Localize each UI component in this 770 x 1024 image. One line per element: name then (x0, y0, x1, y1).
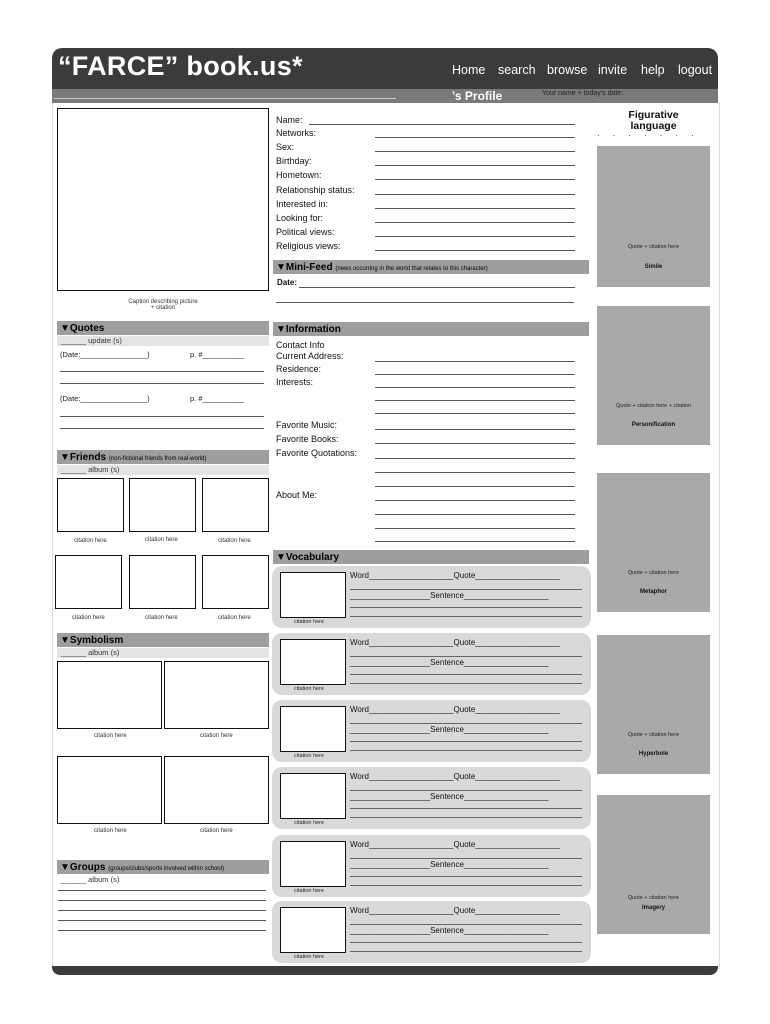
friend-citation: citation here (145, 615, 178, 621)
name-date-label: Your name + today’s date: (542, 90, 624, 97)
vocabulary-picture[interactable] (280, 639, 346, 685)
minifeed-note: (news occurring in the world that relates to this character) (335, 266, 488, 272)
basic-field-label: Interested in: (276, 199, 329, 209)
friend-photo[interactable] (202, 478, 269, 532)
friend-photo[interactable] (55, 555, 122, 609)
quote-date-1: (Date:________________) (60, 350, 150, 359)
friend-citation: citation here (72, 615, 105, 621)
vocabulary-citation: citation here (294, 686, 324, 692)
vocabulary-word[interactable]: Word___________________Quote___________________ (350, 705, 560, 714)
information-line[interactable] (375, 458, 575, 459)
figurative-term: Hyperbole (638, 751, 669, 757)
group-line[interactable] (58, 930, 266, 931)
vocabulary-word[interactable]: Word___________________Quote___________________ (350, 840, 560, 849)
quote-page-1: p. #__________ (190, 350, 245, 359)
vocabulary-line[interactable] (350, 616, 582, 617)
basic-field-label: Name: (276, 115, 303, 125)
page-header (52, 48, 718, 90)
figurative-term: Personification (631, 422, 676, 428)
figurative-caption: Quote + citation here (627, 244, 680, 250)
groups-header[interactable]: ▼Groups (groups/clubs/sports involved within school) (57, 860, 269, 874)
vocabulary-line[interactable] (350, 723, 582, 724)
vocabulary-line[interactable] (350, 790, 582, 791)
vocabulary-card (272, 633, 591, 695)
quotes-title: Quotes (69, 323, 105, 334)
basic-field-label: Relationship status: (276, 185, 355, 195)
symbolism-header[interactable]: ▼Symbolism (57, 633, 269, 647)
figurative-caption: Quote + citation here (627, 732, 680, 738)
figurative-caption: Quote + citation here (627, 570, 680, 576)
figurative-panel-metaphor[interactable] (597, 473, 710, 612)
vocabulary-picture[interactable] (280, 841, 346, 887)
information-line[interactable] (375, 514, 575, 515)
quote-page-2: p. #__________ (190, 394, 245, 403)
vocabulary-line[interactable] (350, 741, 582, 742)
friend-citation: citation here (145, 537, 178, 543)
information-line[interactable] (375, 500, 575, 501)
symbolism-title: Symbolism (69, 635, 124, 646)
vocabulary-line[interactable] (350, 607, 582, 608)
minifeed-title: Mini-Feed (285, 262, 333, 273)
quote-date-2: (Date:________________) (60, 394, 150, 403)
minifeed-date-line[interactable] (299, 287, 575, 288)
vocabulary-card (272, 835, 591, 897)
group-line[interactable] (58, 890, 266, 891)
basic-field-label: Networks: (276, 128, 317, 138)
vocabulary-line[interactable] (350, 876, 582, 877)
vocabulary-citation: citation here (294, 753, 324, 759)
figurative-dots: ······· (597, 131, 707, 140)
figurative-caption: Quote + citation here + citation (616, 403, 691, 409)
friend-citation: citation here (218, 538, 251, 544)
friend-photo[interactable] (129, 555, 196, 609)
friend-photo[interactable] (202, 555, 269, 609)
vocabulary-card (272, 566, 591, 628)
information-line[interactable] (375, 400, 575, 401)
basic-field-line[interactable] (309, 124, 575, 125)
favorite-quotations-label: Favorite Quotations: (276, 448, 358, 458)
basic-field-line[interactable] (375, 222, 575, 223)
vocabulary-sentence[interactable]: __________________Sentence___________________ (350, 725, 549, 734)
vocabulary-picture[interactable] (280, 706, 346, 752)
basic-field-label: Sex: (276, 142, 295, 152)
friends-album: ______ album (s) (57, 465, 269, 475)
vocabulary-line[interactable] (350, 656, 582, 657)
basic-field-line[interactable] (375, 179, 575, 180)
symbol-citation: citation here (94, 733, 127, 739)
nav-help[interactable]: help (641, 63, 665, 77)
vocabulary-card (272, 767, 591, 829)
quotes-header[interactable]: ▼Quotes (57, 321, 269, 335)
vocabulary-citation: citation here (294, 954, 324, 960)
basic-field-label: Looking for: (276, 213, 324, 223)
minifeed-header[interactable]: ▼Mini-Feed (news occurring in the world that relates to this character) (273, 260, 589, 274)
figurative-panel-hyperbole[interactable] (597, 635, 710, 774)
nav-home[interactable]: Home (452, 63, 486, 77)
nav-search[interactable]: search (498, 63, 536, 77)
vocabulary-picture[interactable] (280, 907, 346, 953)
interests-label: Interests: (276, 377, 314, 387)
vocabulary-sentence[interactable]: __________________Sentence___________________ (350, 591, 549, 600)
basic-field-line[interactable] (375, 165, 575, 166)
basic-field-label: Birthday: (276, 156, 312, 166)
quote-line[interactable] (60, 383, 264, 384)
information-line[interactable] (375, 429, 575, 430)
basic-field-line[interactable] (375, 137, 575, 138)
figurative-panel-simile[interactable] (597, 146, 710, 287)
residence-label: Residence: (276, 364, 322, 374)
vocabulary-word[interactable]: Word___________________Quote___________________ (350, 638, 560, 647)
information-title: Information (285, 324, 341, 335)
quote-line[interactable] (60, 371, 264, 372)
vocabulary-line[interactable] (350, 674, 582, 675)
basic-field-line[interactable] (375, 194, 575, 195)
profile-picture-box[interactable] (57, 108, 269, 291)
vocabulary-line[interactable] (350, 683, 582, 684)
information-line[interactable] (375, 443, 575, 444)
vocabulary-card (272, 700, 591, 762)
nav-invite[interactable]: invite (598, 63, 628, 77)
friends-header[interactable]: ▼Friends (non-fictional friends from real-world) (57, 450, 269, 464)
figurative-term: Imagery (641, 905, 665, 911)
information-line[interactable] (375, 374, 575, 375)
group-line[interactable] (58, 900, 266, 901)
favorite-music-label: Favorite Music: (276, 420, 338, 430)
symbol-citation: citation here (200, 733, 233, 739)
nav-browse[interactable]: browse (547, 63, 588, 77)
figurative-caption: Quote + citation here (627, 895, 680, 901)
friend-photo[interactable] (57, 478, 124, 532)
profile-name-line[interactable] (54, 98, 396, 99)
basic-field-label: Religious views: (276, 241, 341, 251)
site-logo: “FARCE” book.us* (58, 51, 303, 81)
figurative-panel-personification[interactable] (597, 306, 710, 445)
information-line[interactable] (375, 361, 575, 362)
vocabulary-citation: citation here (294, 820, 324, 826)
vocabulary-word[interactable]: Word___________________Quote___________________ (350, 571, 560, 580)
minifeed-date-label: Date: (277, 278, 298, 287)
symbol-photo[interactable] (57, 756, 162, 824)
contact-info-label: Contact Info (276, 340, 325, 350)
figurative-term: Simile (644, 264, 663, 270)
minifeed-line[interactable] (276, 302, 574, 303)
vocabulary-picture[interactable] (280, 572, 346, 618)
page-footer (52, 966, 718, 975)
information-line[interactable] (375, 387, 575, 388)
information-line[interactable] (375, 413, 575, 414)
information-line[interactable] (375, 528, 575, 529)
information-line[interactable] (375, 472, 575, 473)
vocabulary-citation: citation here (294, 619, 324, 625)
vocabulary-line[interactable] (350, 817, 582, 818)
vocabulary-line[interactable] (350, 885, 582, 886)
about-me-label: About Me: (276, 490, 318, 500)
figurative-title: Figurative language (628, 109, 679, 132)
symbol-photo[interactable] (164, 661, 269, 729)
group-line[interactable] (58, 920, 266, 921)
vocabulary-sentence[interactable]: __________________Sentence___________________ (350, 926, 549, 935)
quote-line[interactable] (60, 428, 264, 429)
friend-citation: citation here (218, 615, 251, 621)
nav-logout[interactable]: logout (678, 63, 713, 77)
favorite-books-label: Favorite Books: (276, 434, 339, 444)
basic-field-line[interactable] (375, 151, 575, 152)
vocabulary-word[interactable]: Word___________________Quote___________________ (350, 772, 560, 781)
vocabulary-header[interactable]: ▼Vocabulary (273, 550, 589, 564)
vocabulary-citation: citation here (294, 888, 324, 894)
group-line[interactable] (58, 910, 266, 911)
vocabulary-line[interactable] (350, 750, 582, 751)
groups-album: ______ album (s) (57, 875, 269, 885)
symbol-photo[interactable] (57, 661, 162, 729)
figurative-panel-imagery[interactable] (597, 795, 710, 934)
basic-field-line[interactable] (375, 250, 575, 251)
friends-note: (non-fictional friends from real-world) (108, 456, 207, 462)
symbol-citation: citation here (94, 828, 127, 834)
vocabulary-sentence[interactable]: __________________Sentence___________________ (350, 658, 549, 667)
symbol-photo[interactable] (164, 756, 269, 824)
symbol-citation: citation here (200, 828, 233, 834)
friend-citation: citation here (74, 538, 107, 544)
groups-title: Groups (69, 862, 106, 873)
current-address-label: Current Address: (276, 351, 344, 361)
vocabulary-card (272, 901, 591, 963)
groups-note: (groups/clubs/sports involved within school) (108, 866, 224, 872)
vocabulary-line[interactable] (350, 858, 582, 859)
vocabulary-line[interactable] (350, 942, 582, 943)
quote-line[interactable] (60, 416, 264, 417)
basic-field-line[interactable] (375, 208, 575, 209)
friend-photo[interactable] (129, 478, 196, 532)
basic-field-label: Political views: (276, 227, 335, 237)
vocabulary-word[interactable]: Word___________________Quote___________________ (350, 906, 560, 915)
information-line[interactable] (375, 486, 575, 487)
profile-title: ’s Profile (452, 89, 503, 103)
friends-title: Friends (69, 452, 107, 463)
profile-bar (52, 89, 718, 103)
vocabulary-line[interactable] (350, 924, 582, 925)
vocabulary-line[interactable] (350, 589, 582, 590)
information-header[interactable]: ▼Information (273, 322, 589, 336)
quotes-update: ______ update (s) (57, 336, 269, 346)
vocabulary-picture[interactable] (280, 773, 346, 819)
vocabulary-title: Vocabulary (285, 552, 340, 563)
vocabulary-line[interactable] (350, 808, 582, 809)
basic-field-line[interactable] (375, 236, 575, 237)
figurative-term: Metaphor (640, 589, 667, 595)
vocabulary-sentence[interactable]: __________________Sentence___________________ (350, 792, 549, 801)
information-line[interactable] (375, 541, 575, 542)
symbolism-album: ______ album (s) (57, 648, 269, 658)
vocabulary-sentence[interactable]: __________________Sentence___________________ (350, 860, 549, 869)
vocabulary-line[interactable] (350, 951, 582, 952)
basic-field-label: Hometown: (276, 170, 322, 180)
photo-caption: Caption describing picture + citation (128, 299, 198, 311)
